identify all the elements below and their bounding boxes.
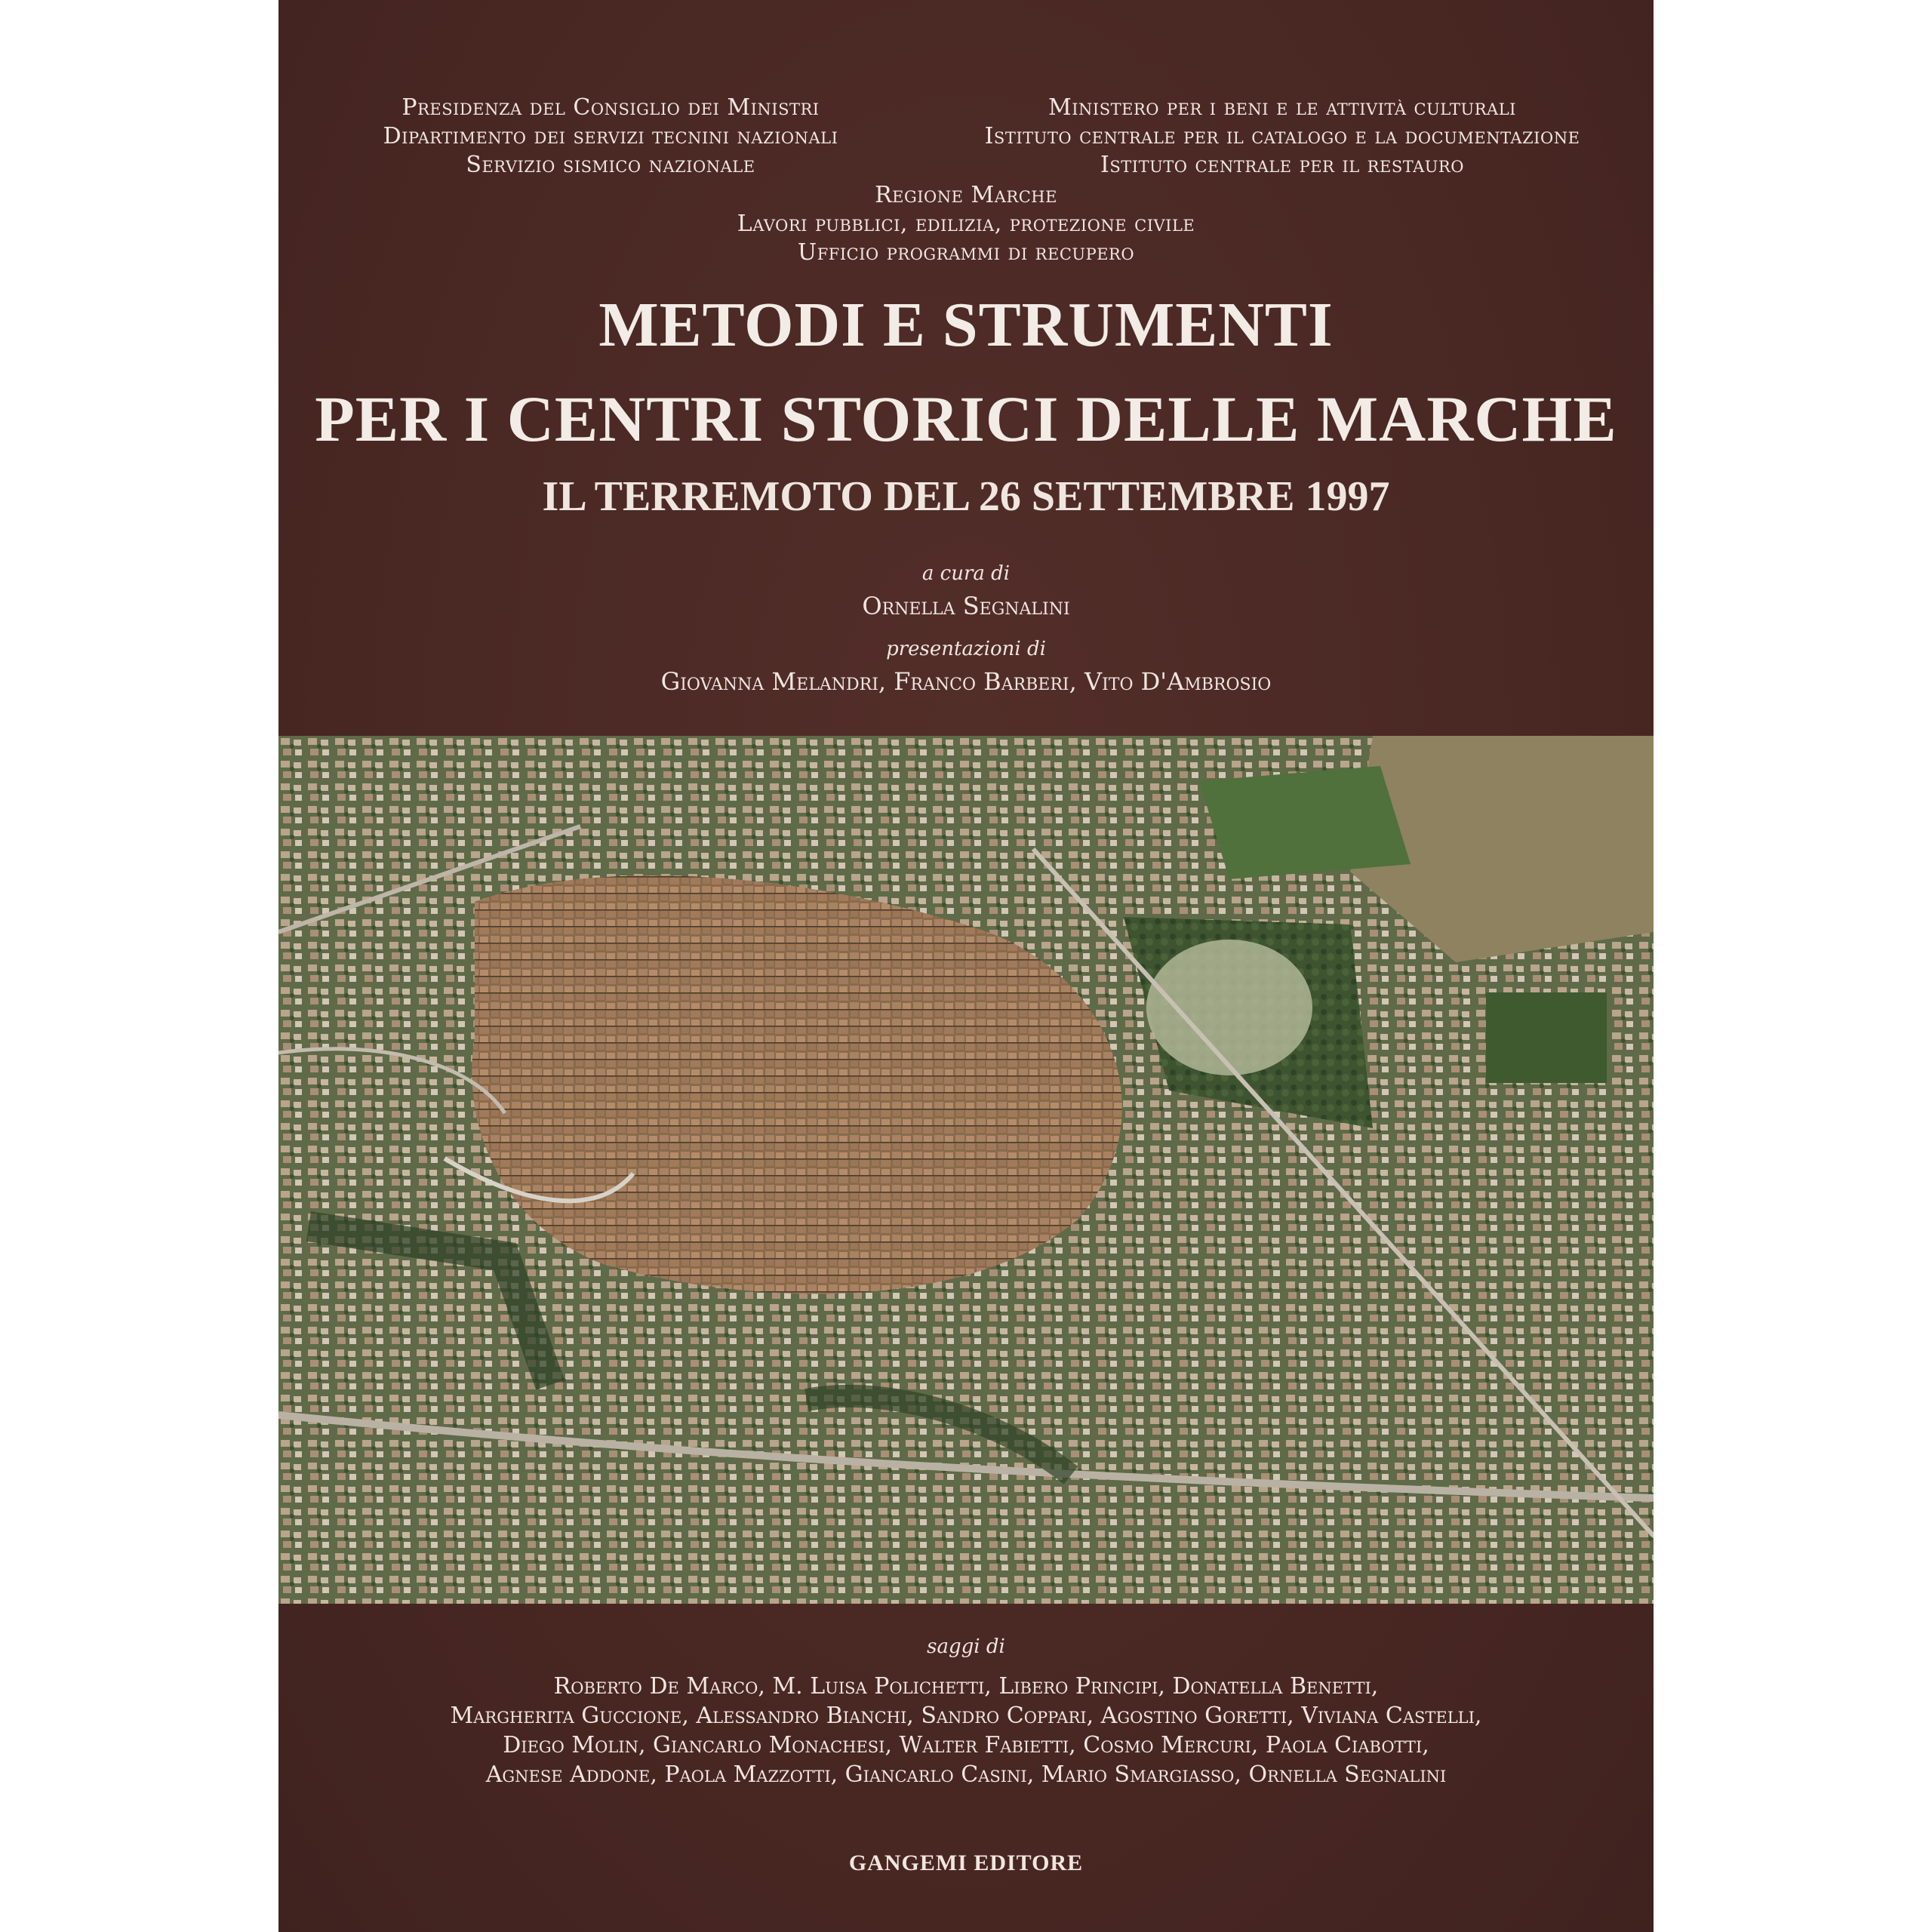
essays-authors: [278, 1672, 1654, 1789]
institution-line: Servizio sismico nazionale: [466, 152, 755, 178]
book-title-line-1: METODI E STRUMENTI: [598, 290, 1334, 360]
institutions-right: [943, 94, 1622, 180]
institution-line: Dipartimento dei servizi tecnini nazionali: [383, 123, 838, 149]
book-subtitle: IL TERREMOTO DEL 26 SETTEMBRE 1997: [542, 473, 1390, 520]
institution-line: Regione Marche: [875, 182, 1057, 208]
book-title-line-2: PER I CENTRI STORICI DELLE MARCHE: [315, 383, 1617, 455]
institution-line: Presidenza del Consiglio dei Ministri: [401, 94, 820, 121]
aerial-city-photo: [278, 736, 1654, 1604]
institution-line: Ministero per i beni e le attività culturali: [1048, 94, 1516, 121]
institution-line: Istituto centrale per il catalogo e la documentazione: [984, 123, 1580, 149]
institution-line: Lavori pubblici, edilizia, protezione civile: [737, 211, 1195, 237]
edited-by-label: a cura di: [921, 562, 1011, 585]
authors-line: Margherita Guccione, Alessandro Bianchi, Sandro Coppari, Agostino Goretti, Viviana Castelli,: [450, 1703, 1482, 1729]
authors-line: Agnese Addone, Paola Mazzotti, Giancarlo Casini, Mario Smargiasso, Ornella Segnalini: [485, 1761, 1447, 1788]
book-cover: [278, 0, 1654, 1932]
institution-line: Ufficio programmi di recupero: [797, 239, 1135, 266]
essays-label: saggi di: [927, 1635, 1005, 1658]
authors-line: Diego Molin, Giancarlo Monachesi, Walter Fabietti, Cosmo Mercuri, Paola Ciabotti,: [503, 1732, 1429, 1758]
institutions-left: [354, 94, 867, 180]
editor-name: Ornella Segnalini: [862, 592, 1070, 620]
presenters-names: Giovanna Melandri, Franco Barberi, Vito D'Ambrosio: [660, 667, 1272, 696]
aerial-photo-illustration: [278, 736, 1654, 1604]
institution-line: Istituto centrale per il restauro: [1100, 152, 1464, 178]
institutions-center: [278, 181, 1654, 267]
presentations-label: presentazioni di: [886, 638, 1046, 660]
publisher-name: GANGEMI EDITORE: [848, 1850, 1084, 1875]
authors-line: Roberto De Marco, M. Luisa Polichetti, Libero Principi, Donatella Benetti,: [553, 1673, 1379, 1700]
